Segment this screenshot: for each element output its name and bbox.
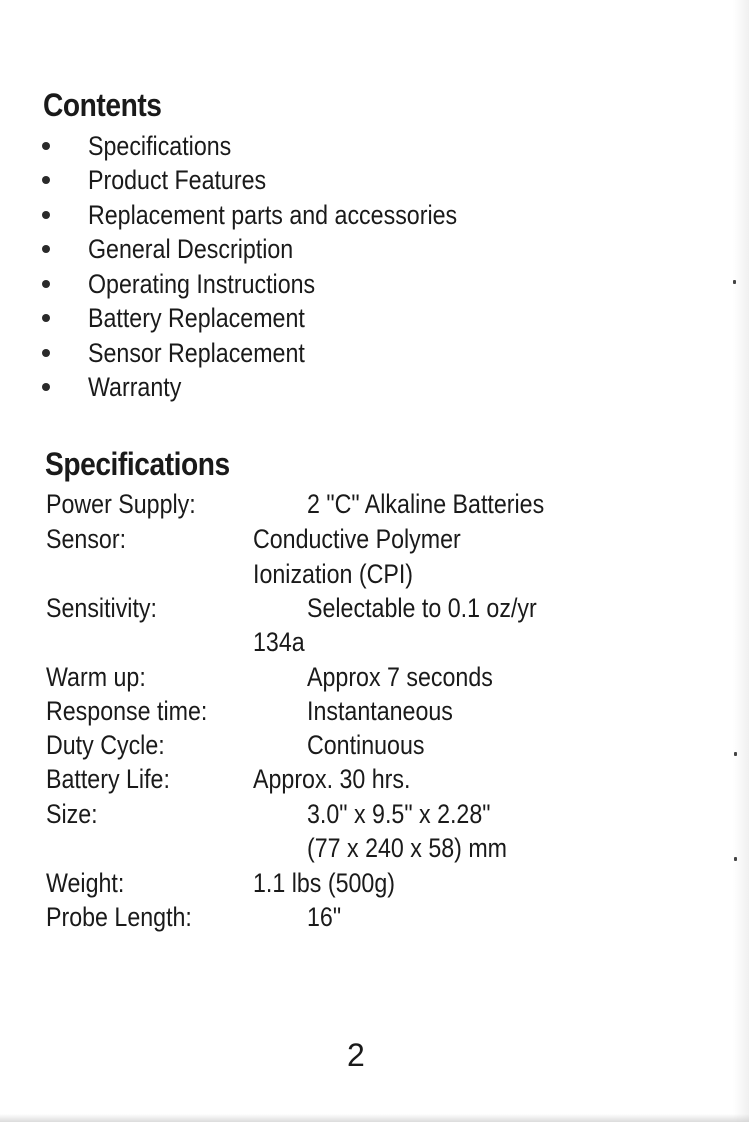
spec-row-sensitivity-continued [0, 625, 749, 659]
spec-row-sensor-continued [0, 557, 749, 591]
spec-row-weight [0, 866, 749, 900]
contents-item-specifications [0, 130, 600, 162]
spec-label: Size: [46, 799, 98, 829]
bullet-icon [42, 383, 50, 391]
spec-label: Response time: [46, 696, 208, 726]
spec-value: (77 x 240 x 58) mm [307, 833, 508, 863]
bullet-icon [42, 176, 50, 184]
bullet-icon [42, 349, 50, 357]
specifications-heading: Specifications [45, 446, 230, 482]
contents-item-general-description [0, 233, 600, 265]
spec-row-duty-cycle [0, 728, 749, 762]
spec-label: Sensitivity: [46, 593, 157, 623]
contents-heading: Contents [43, 87, 162, 123]
contents-item-label: Sensor Replacement [88, 338, 305, 368]
spec-row-power-supply [0, 487, 749, 521]
spec-row-sensitivity [0, 591, 749, 625]
spec-row-size-continued [0, 831, 749, 865]
contents-item-battery-replacement [0, 302, 600, 334]
spec-value: Continuous [307, 730, 425, 760]
page-bottom-shadow [0, 1114, 749, 1122]
contents-item-warranty [0, 371, 600, 403]
contents-item-label: Warranty [88, 372, 182, 402]
spec-value: Selectable to 0.1 oz/yr [307, 593, 537, 623]
bullet-icon [42, 142, 50, 150]
spec-row-warm-up [0, 660, 749, 694]
spec-value: 3.0" x 9.5" x 2.28" [307, 799, 491, 829]
spec-label: Warm up: [46, 662, 146, 692]
spec-value: Approx. 30 hrs. [253, 764, 411, 794]
spec-row-probe-length [0, 900, 749, 934]
contents-item-sensor-replacement [0, 337, 600, 369]
spec-value: Instantaneous [307, 696, 453, 726]
contents-item-replacement-parts [0, 199, 600, 231]
spec-label: Sensor: [46, 524, 127, 554]
contents-item-operating-instructions [0, 268, 600, 300]
page-edge-shadow [733, 0, 749, 1122]
contents-item-label: Specifications [88, 131, 232, 161]
spec-row-sensor [0, 522, 749, 556]
spec-value: Ionization (CPI) [253, 559, 414, 589]
scan-speck [733, 280, 736, 284]
contents-item-label: Operating Instructions [88, 269, 316, 299]
spec-value: Approx 7 seconds [307, 662, 493, 692]
spec-value: 134a [253, 627, 305, 657]
scan-speck [734, 752, 737, 756]
spec-label: Battery Life: [46, 764, 170, 794]
scan-speck [734, 857, 737, 861]
contents-item-product-features [0, 164, 600, 196]
bullet-icon [42, 314, 50, 322]
spec-value: 16" [307, 902, 342, 932]
bullet-icon [42, 245, 50, 253]
spec-label: Duty Cycle: [46, 730, 165, 760]
contents-item-label: Product Features [88, 165, 267, 195]
spec-value: Conductive Polymer [253, 524, 461, 554]
bullet-icon [42, 280, 50, 288]
spec-row-battery-life [0, 762, 749, 796]
bullet-icon [42, 211, 50, 219]
spec-label: Weight: [46, 868, 125, 898]
spec-row-response-time [0, 694, 749, 728]
page-number: 2 [347, 1037, 365, 1073]
spec-label: Probe Length: [46, 902, 192, 932]
contents-item-label: General Description [88, 234, 294, 264]
spec-value: 1.1 lbs (500g) [253, 868, 395, 898]
spec-value: 2 "C" Alkaline Batteries [307, 489, 545, 519]
contents-item-label: Replacement parts and accessories [88, 200, 458, 230]
spec-row-size [0, 797, 749, 831]
contents-item-label: Battery Replacement [88, 303, 305, 333]
spec-label: Power Supply: [46, 489, 196, 519]
